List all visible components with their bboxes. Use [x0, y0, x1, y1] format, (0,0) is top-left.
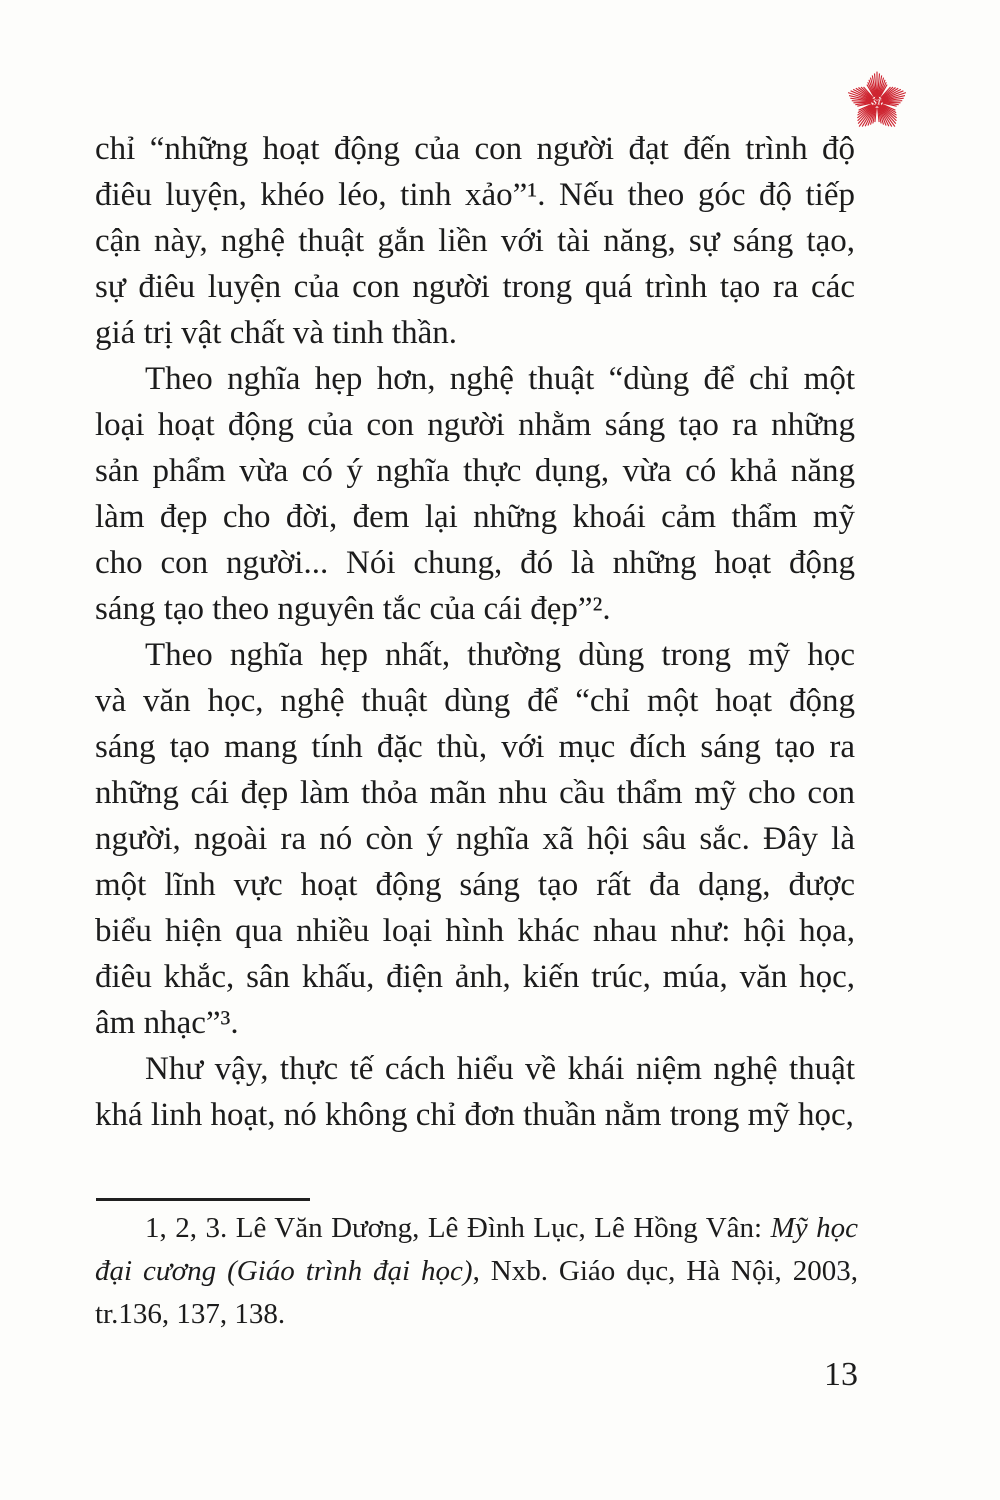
text-line: làm đẹp cho đời, đem lại những khoái cảm thẩm mỹ: [95, 499, 855, 535]
footnote-line: 1, 2, 3. Lê Văn Dương, Lê Đình Lục, Lê Hồng Vân: Mỹ học: [145, 1212, 859, 1244]
text-line: điêu luyện, khéo léo, tinh xảo”¹. Nếu theo góc độ tiếp: [95, 177, 855, 213]
text-line: giá trị vật chất và tinh thần.: [95, 315, 457, 351]
page-number: 13: [824, 1356, 858, 1393]
text-line: cận này, nghệ thuật gắn liền với tài năng, sự sáng tạo,: [95, 223, 855, 259]
body-text: [95, 126, 855, 1138]
text-line: âm nhạc”³.: [95, 1005, 239, 1041]
text-line: sáng tạo theo nguyên tắc của cái đẹp”².: [95, 591, 611, 627]
text-line: Theo nghĩa hẹp nhất, thường dùng trong mỹ học: [145, 637, 855, 673]
text-line: sáng tạo mang tính đặc thù, với mục đích sáng tạo ra: [95, 729, 855, 765]
text-line: cho con người... Nói chung, đó là những hoạt động: [95, 545, 855, 581]
text-line: sự điêu luyện của con người trong quá trình tạo ra các: [95, 269, 855, 305]
text-line: những cái đẹp làm thỏa mãn nhu cầu thẩm mỹ cho con: [95, 775, 855, 811]
footnote-line: tr.136, 137, 138.: [95, 1298, 286, 1330]
svg-text:ST: ST: [873, 99, 881, 107]
text-line: và văn học, nghệ thuật dùng để “chỉ một hoạt động: [95, 683, 855, 719]
text-line: một lĩnh vực hoạt động sáng tạo rất đa dạng, được: [95, 867, 855, 903]
footnote-text: [95, 1207, 858, 1336]
text-line: Theo nghĩa hẹp hơn, nghệ thuật “dùng để chỉ một: [145, 361, 855, 397]
text-line: khá linh hoạt, nó không chỉ đơn thuần nằm trong mỹ học,: [95, 1097, 854, 1133]
text-line: Như vậy, thực tế cách hiểu về khái niệm nghệ thuật: [145, 1051, 855, 1087]
text-line: chỉ “những hoạt động của con người đạt đến trình độ: [95, 131, 855, 167]
text-line: điêu khắc, sân khấu, điện ảnh, kiến trúc, múa, văn học,: [95, 959, 855, 995]
footnote-line: đại cương (Giáo trình đại học), Nxb. Giáo dục, Hà Nội, 2003,: [95, 1255, 858, 1287]
text-line: loại hoạt động của con người nhằm sáng tạo ra những: [95, 407, 855, 443]
text-line: biểu hiện qua nhiều loại hình khác nhau như: hội họa,: [95, 913, 855, 949]
footnote-separator: [96, 1198, 310, 1201]
text-line: người, ngoài ra nó còn ý nghĩa xã hội sâu sắc. Đây là: [95, 821, 855, 857]
text-line: sản phẩm vừa có ý nghĩa thực dụng, vừa có khả năng: [95, 453, 855, 489]
